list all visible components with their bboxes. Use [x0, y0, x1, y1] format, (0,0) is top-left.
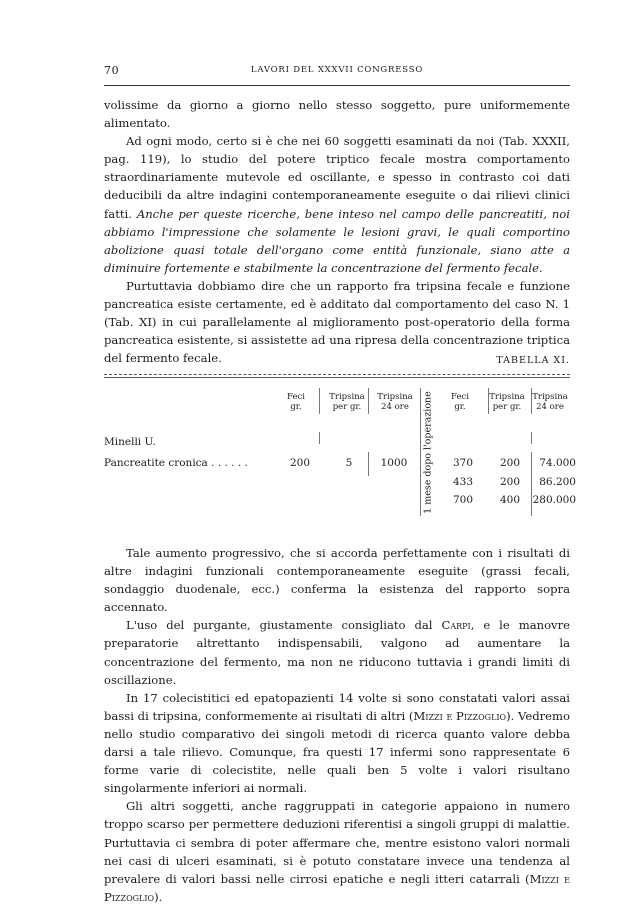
col-feci-1-header: Feci gr. [287, 392, 305, 412]
col-trip-24-1-header: Tripsina 24 ore [377, 392, 413, 412]
paragraph-2 [104, 132, 570, 277]
table-cell: 200 [499, 457, 521, 469]
paragraph-1: volissime da giorno a giorno nello stesso soggetto, pure uniformemente alimentato. [104, 98, 570, 131]
text-block-upper [104, 96, 570, 367]
col-separator [531, 432, 532, 444]
running-title: LAVORI DEL XXXVII CONGRESSO [250, 65, 424, 75]
paragraph-3: Purtuttavia dobbiamo dire che un rapporto fra tripsina fecale e funzione pancreatica esiste certamente, ed è additato dal comportamento del caso N. 1 (Tab. XI) in cui parallelamente al miglioramento post-operatorio della forma pancreatica esistente, si assistette ad una ripresa della concentrazione triptica del fermento fecale. [104, 278, 570, 366]
table-cell: 700 [452, 494, 474, 506]
cited-authors: Mizzi e Pizzoglio [413, 708, 507, 723]
table-label: TABELLA XI. [496, 355, 570, 366]
col-trip-per-gr-2-header: Tripsina per gr. [489, 392, 525, 412]
table-cell: 280.000 [532, 494, 576, 506]
table-cell: 1000 [380, 457, 408, 469]
cited-author: Carpi [441, 618, 471, 633]
col-separator [531, 388, 532, 414]
diagnosis: Pancreatite cronica . . . . . . [104, 457, 248, 469]
data-table [104, 380, 576, 520]
paragraph-7: Gli altri soggetti, anche raggruppati in categorie appaiono in numero troppo scarso per permettere deduzioni riferentisi a singoli gruppi di malattie. Purtuttavia ci sembra di poter affermare che, mentre esistono valori normali nei casi di ulceri esaminati, si è potuto constatare invece una tendenza al prevalere di valori bassi nelle cirrosi epatiche e negli itteri catarrali (Mizzi e Pizzoglio). [104, 799, 570, 904]
table-top-rule-2 [104, 377, 570, 378]
col-separator [368, 388, 369, 414]
table-cell: 5 [345, 457, 353, 469]
cited-authors: Mizzi e Pizzoglio [104, 871, 570, 904]
text-block-lower [104, 544, 570, 906]
table-cell: 370 [452, 457, 474, 469]
col-trip-24-2-header: Tripsina 24 ore [532, 392, 568, 412]
paragraph-4: Tale aumento progressivo, che si accorda perfettamente con i risultati di altre indagini funzionali contemporaneamente eseguite (grassi fecali, sondaggio duodenale, ecc.) conferma la esistenza del rapporto sopra accennato. [104, 546, 570, 615]
table-cell: 400 [499, 494, 521, 506]
col-separator [488, 388, 489, 414]
table-cell: 200 [499, 476, 521, 488]
col-feci-2-header: Feci gr. [451, 392, 469, 412]
patient-name: Minelli U. [104, 436, 156, 448]
table-cell: 433 [452, 476, 474, 488]
col-separator [319, 432, 320, 444]
vertical-label: 1 mese dopo l'operazione [422, 391, 434, 514]
col-trip-per-gr-1-header: Tripsina per gr. [329, 392, 365, 412]
paragraph-5: L'uso del purgante, giustamente consigliato dal Carpi, e le manovre preparatorie altrettanto indispensabili, valgono ad aumentare la concentrazione del fermento, ma non ne riducono tuttavia i grandi limiti di oscillazione. [104, 618, 571, 687]
col-separator [319, 388, 320, 414]
table-top-rule [104, 374, 570, 375]
col-separator [420, 388, 421, 516]
paragraph-6: In 17 colecistitici ed epatopazienti 14 volte si sono constatati valori assai bassi di tripsina, conformemente ai risultati di altri (Mizzi e Pizzoglio). Vedremo nello studio comparativo dei singoli metodi di ricerca quanto valore debba darsi a tale rilievo. Comunque, fra questi 17 infermi sono rappresentate 6 forme varie di colecistite, nelle quali ben 5 volte i valori risultano singolarmente inferiori ai normali. [104, 690, 571, 796]
col-separator [368, 452, 369, 476]
table-cell: 86.200 [539, 476, 576, 488]
paragraph-2-text: Ad ogni modo, certo si è che nei 60 soggetti esaminati da noi (Tab. XXXII, pag. 119), lo studio del potere triptico fecale mostra comportamento straordinariamente mutevole ed oscillante, e spesso in contrasto coi dati deducibili da altre indagini contemporaneamente eseguite o dai rilievi clinici fatti. [104, 134, 570, 221]
table-cell: 74.000 [539, 457, 576, 469]
paragraph-2-italic: Anche per queste ricerche, bene inteso nel campo delle pancreatiti, noi abbiamo l'impressione che solamente le lesioni gravi, le quali comportino abolizione quasi totale dell'organo come entità funzionale, siano atte a diminuire fortemente e stabilmente la concentrazione del fermento fecale. [104, 206, 570, 275]
page-number: 70 [104, 64, 120, 77]
table-cell: 200 [289, 457, 311, 469]
header-rule [104, 85, 570, 86]
running-header [104, 64, 570, 80]
